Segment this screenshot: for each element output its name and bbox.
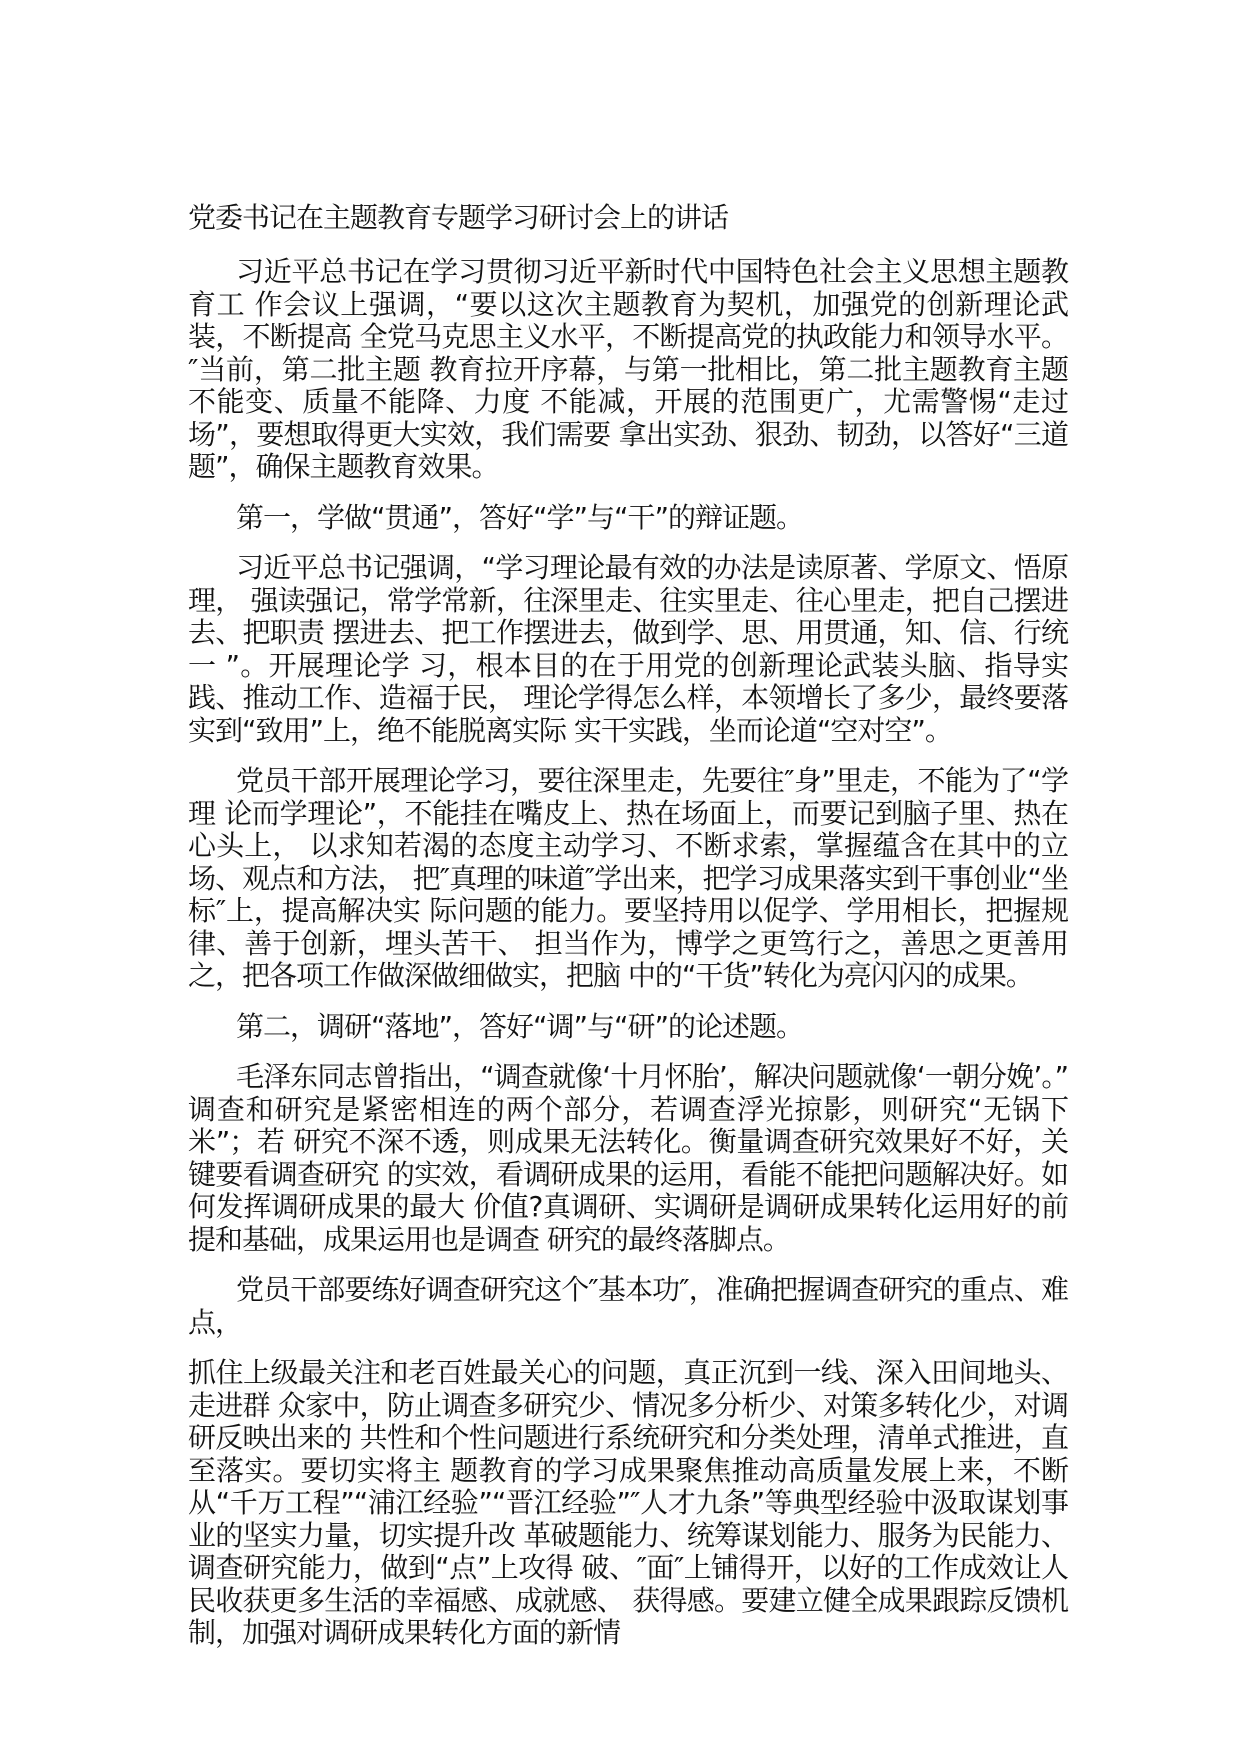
paragraph-research-3: 抓住上级最关注和老百姓最关心的问题，真正沉到一线、深入田间地头、走进群 众家中，防止调查多研究少、情况多分析少、对策多转化少，对调研反映出来的 共性和个性问题进行系统研究和分类处理，清单式推进，直至落实。要切实将主 题教育的学习成果聚焦推动高质量发展上来，不断从“千万工程”“浦江经验”“晋江经验”″人才九条”等典型经验中汲取谋划事业的坚实力量，切实提升改 革破题能力、统筹谋划能力、服务为民能力、调查研究能力，做到“点”上攻得 破、″面″上铺得开，以好的工作成效让人民收获更多生活的幸福感、成就感、 获得感。要建立健全成果跟踪反馈机制，加强对调研成果转化方面的新情 <box>188 1356 1068 1649</box>
document-title: 党委书记在主题教育专题学习研讨会上的讲话 <box>188 201 729 234</box>
paragraph-study-2: 党员干部开展理论学习，要往深里走，先要往″身”里走，不能为了“学理 论而学理论”，不能挂在嘴皮上、热在场面上，而要记到脑子里、热在心头上， 以求知若渴的态度主动学习、不断求索，掌握蕴含在其中的立场、观点和方法， 把″真理的味道″学出来，把学习成果落实到干事创业“坐标″上，提高解决实 际问题的能力。要坚持用以促学、学用相长，把握规律、善于创新，埋头苦干、 担当作为，博学之更笃行之，善思之更善用之，把各项工作做深做细做实，把脑 中的“干货”转化为亮闪闪的成果。 <box>188 764 1068 992</box>
paragraph-research-2: 党员干部要练好调查研究这个″基本功″，准确把握调查研究的重点、难点， <box>188 1273 1068 1339</box>
section-heading-1: 第一，学做“贯通”，答好“学”与“干”的辩证题。 <box>236 500 804 534</box>
paragraph-intro: 习近平总书记在学习贯彻习近平新时代中国特色社会主义思想主题教育工 作会议上强调，“要以这次主题教育为契机，加强党的创新理论武装，不断提高 全党马克思主义水平，不断提高党的执政能力和领导水平。″当前，第二批主题 教育拉开序幕，与第一批相比，第二批主题教育主题不能变、质量不能降、力度 不能减，开展的范围更广，尤需警惕“走过场”，要想取得更大实效，我们需要 拿出实劲、狠劲、韧劲，以答好“三道题”，确保主题教育效果。 <box>188 255 1068 483</box>
paragraph-research-1: 毛泽东同志曾指出，“调查就像‘十月怀胎’，解决问题就像‘一朝分娩’。” 调查和研究是紧密相连的两个部分，若调查浮光掠影，则研究“无锅下米”；若 研究不深不透，则成果无法转化。衡量调查研究效果好不好，关键要看调查研究 的实效，看调研成果的运用，看能不能把问题解决好。如何发挥调研成果的最大 价值?真调研、实调研是调研成果转化运用好的前提和基础，成果运用也是调查 研究的最终落脚点。 <box>188 1060 1068 1256</box>
document-page <box>188 198 1068 1668</box>
section-heading-2: 第二，调研“落地”，答好“调”与“研”的论述题。 <box>236 1009 804 1043</box>
paragraph-study-1: 习近平总书记强调，“学习理论最有效的办法是读原著、学原文、悟原理， 强读强记，常学常新，往深里走、往实里走、往心里走，把自己摆进去、把职责 摆进去、把工作摆进去，做到学、思、用贯通，知、信、行统一 ”。开展理论学 习，根本目的在于用党的创新理论武装头脑、指导实践、推动工作、造福于民， 理论学得怎么样，本领增长了多少，最终要落实到“致用”上，绝不能脱离实际 实干实践，坐而论道“空对空”。 <box>188 551 1068 747</box>
